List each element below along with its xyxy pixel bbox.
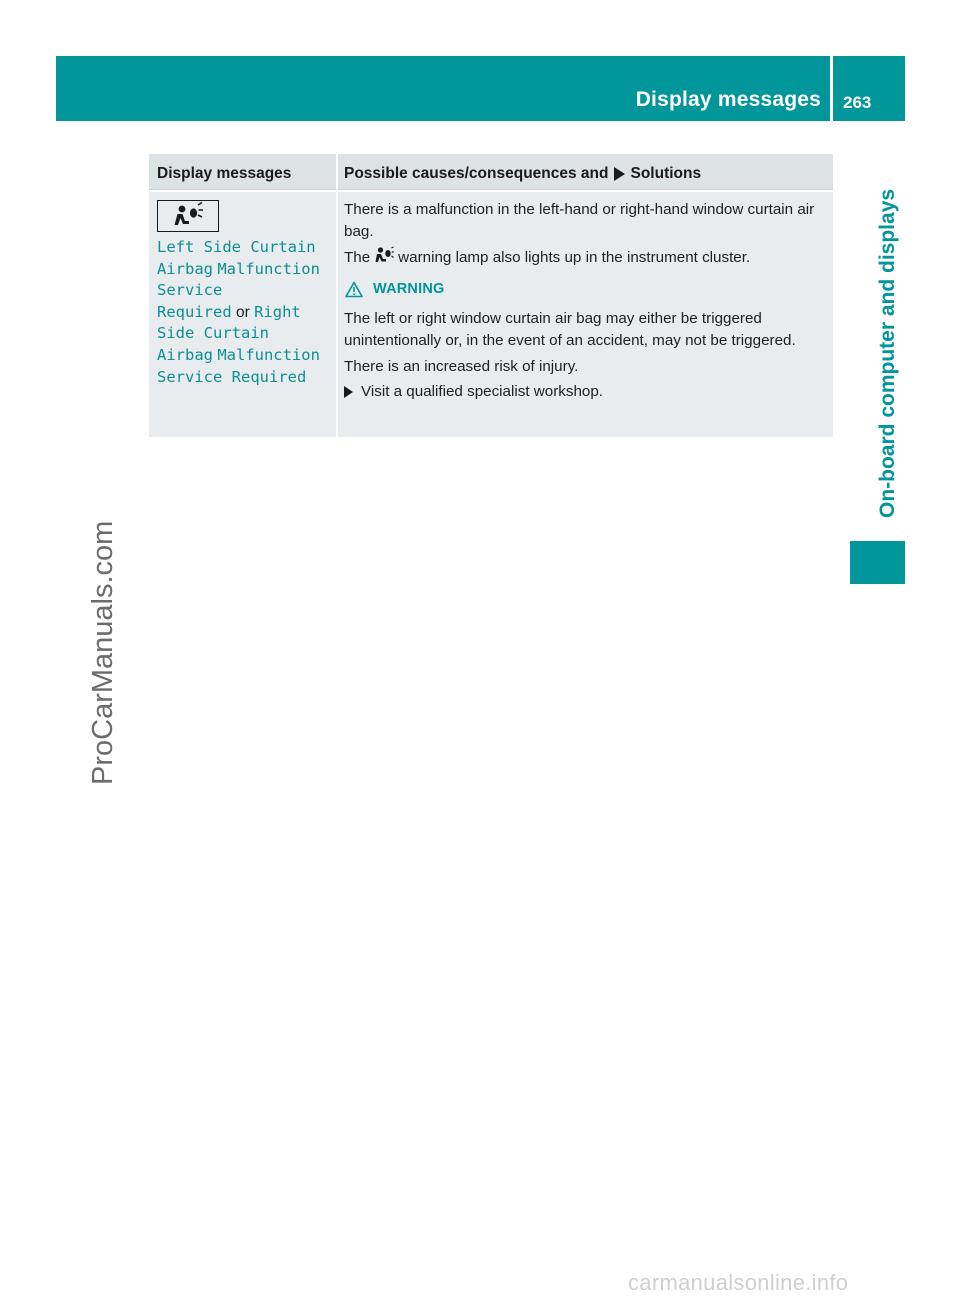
- action-text: Visit a qualified specialist workshop.: [361, 383, 603, 401]
- display-messages-table: [149, 154, 833, 437]
- message-line: Service: [157, 281, 223, 300]
- airbag-warning-icon: [374, 246, 394, 273]
- column-header-display-messages: Display messages: [157, 165, 292, 182]
- play-arrow-icon: [614, 167, 625, 181]
- lamp-paragraph: [344, 246, 824, 273]
- column-header-solutions: [344, 165, 701, 183]
- warning-triangle-icon: [345, 281, 363, 298]
- column-header-solutions-prefix: Possible causes/consequences and: [344, 165, 609, 182]
- message-line: Required: [157, 302, 232, 321]
- message-line: Airbag: [157, 345, 213, 364]
- or-word: or: [235, 303, 250, 321]
- header-row-divider: [149, 190, 833, 192]
- header-divider: [830, 56, 833, 121]
- message-line: Left Side Curtain: [157, 238, 316, 256]
- message-line: Right: [254, 302, 301, 321]
- page-number: 263: [843, 93, 872, 112]
- warning-paragraph: The left or right window curtain air bag may either be triggered unintentionally or, in the event of an accident, may not be triggered.: [344, 310, 796, 349]
- message-line: Malfunction: [217, 345, 320, 364]
- cause-paragraph: There is a malfunction in the left-hand or right-hand window curtain air bag.: [344, 201, 815, 240]
- action-arrow-icon: [344, 386, 353, 398]
- column-divider: [336, 154, 338, 437]
- side-watermark: ProCarManuals.com: [87, 520, 119, 785]
- side-tab-marker: [850, 541, 905, 584]
- warning-label: WARNING: [373, 280, 445, 297]
- message-line: Airbag: [157, 259, 213, 278]
- risk-paragraph: There is an increased risk of injury.: [344, 357, 579, 375]
- solution-text: [344, 199, 824, 403]
- lamp-text-after: warning lamp also lights up in the instrument cluster.: [398, 249, 751, 267]
- lamp-text-before: The: [344, 249, 371, 267]
- page-title: Display messages: [635, 88, 821, 111]
- table-header: [149, 154, 833, 190]
- display-message-text: [157, 237, 333, 388]
- message-line: Malfunction: [217, 259, 320, 278]
- side-tab-label: On-board computer and displays: [876, 188, 899, 518]
- action-step: [344, 381, 824, 403]
- footer-watermark: carmanualsonline.info: [628, 1270, 849, 1295]
- column-header-solutions-suffix: Solutions: [630, 165, 702, 182]
- airbag-warning-icon: [157, 200, 219, 232]
- message-line: Side Curtain: [157, 324, 269, 343]
- warning-heading: [345, 279, 824, 301]
- message-line: Service Required: [157, 367, 307, 386]
